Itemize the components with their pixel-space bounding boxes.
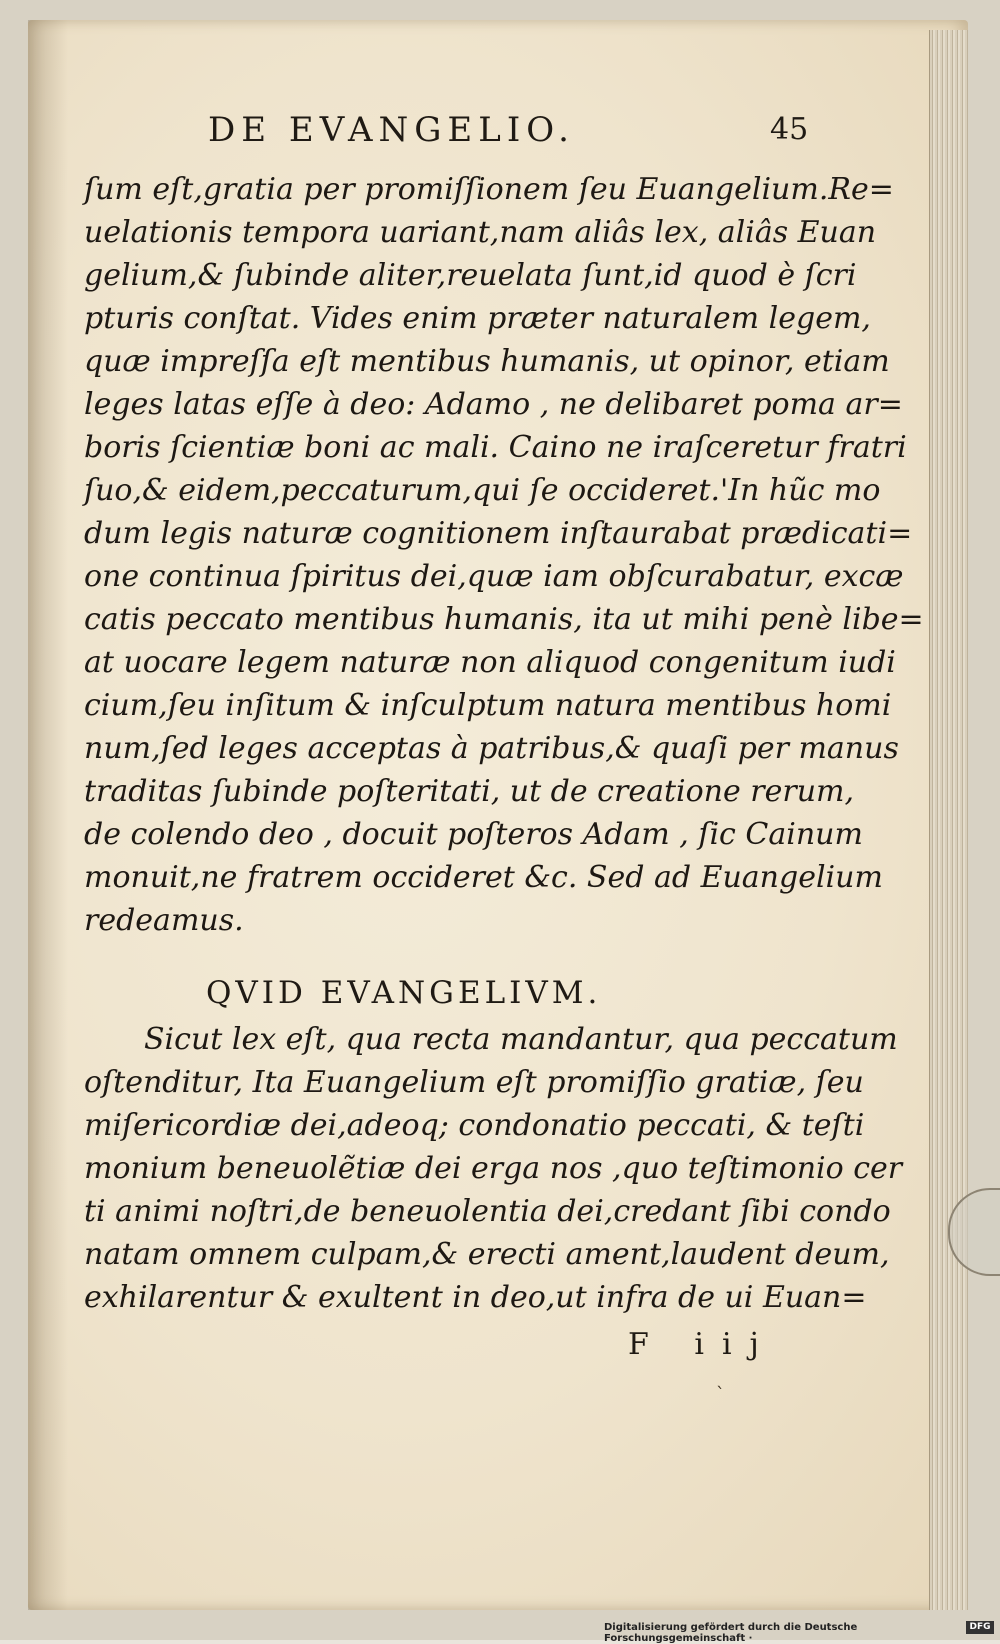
page-edges (929, 30, 968, 1610)
text-line: cium,ſeu inſitum & inſculptum natura mentibus homi (84, 688, 892, 723)
digitization-credit: Digitalisierung gefördert durch die Deutsche Forschungsgemeinschaft · (604, 1622, 858, 1644)
text-line: de colendo deo , docuit poſteros Adam , ſic Cainum (84, 817, 863, 852)
ink-speck: ` (716, 1384, 725, 1405)
paragraph-1 (84, 168, 924, 942)
paragraph-2 (84, 1018, 903, 1319)
text-line: one continua ſpiritus dei,quæ iam obſcurabatur, excæ (84, 559, 904, 594)
text-line: leges latas eſſe à deo: Adamo , ne delibaret poma ar= (84, 387, 903, 422)
dfg-logo: DFG (966, 1621, 994, 1634)
gutter-shadow (28, 20, 68, 1610)
page-number: 45 (770, 112, 809, 147)
text-line: natam omnem culpam,& erecti ament,laudent deum, (84, 1237, 890, 1272)
text-line: exhilarentur & exultent in deo,ut infra de ui Euan= (84, 1280, 867, 1315)
text-line: dum legis naturæ cognitionem inſtaurabat prædicati= (84, 516, 913, 551)
text-line: miſericordiæ dei,adeoq; condonatio peccati, & teſti (84, 1108, 865, 1143)
text-line: at uocare legem naturæ non aliquod congenitum iudi (84, 645, 896, 680)
running-head: DE EVANGELIO. (208, 110, 575, 150)
text-line: uelationis tempora uariant,nam aliâs lex, aliâs Euan (84, 215, 877, 250)
text-line: catis peccato mentibus humanis, ita ut mihi penè libe= (84, 602, 924, 637)
text-line: Sicut lex eſt, qua recta mandantur, qua peccatum (144, 1022, 898, 1057)
text-line: ti animi noſtri,de beneuolentia dei,credant ſibi condo (84, 1194, 891, 1229)
text-line: pturis conſtat. Vides enim præter naturalem legem, (84, 301, 871, 336)
text-line: boris ſcientiæ boni ac mali. Caino ne iraſceretur fratri (84, 430, 907, 465)
text-line: ſum eſt,gratia per promiſſionem ſeu Euangelium.Re= (84, 172, 894, 207)
text-line: quæ impreſſa eſt mentibus humanis, ut opinor, etiam (84, 344, 890, 379)
text-line: monuit,ne fratrem occideret &c. Sed ad Euangelium (84, 860, 883, 895)
section-heading: QVID EVANGELIVM. (206, 975, 602, 1011)
signature-mark: F iij (628, 1327, 777, 1362)
text-line: redeamus. (84, 903, 244, 938)
text-line: traditas ſubinde poſteritati, ut de creatione rerum, (84, 774, 855, 809)
text-line: num,ſed leges acceptas à patribus,& quaſi per manus (84, 731, 899, 766)
text-line: monium beneuolẽtiæ dei erga nos ,quo teſtimonio cer (84, 1151, 903, 1186)
text-line: ſuo,& eidem,peccaturum,qui ſe occideret.'In hũc mo (84, 473, 881, 508)
text-line: gelium,& ſubinde aliter,reuelata ſunt,id quod è ſcri (84, 258, 857, 293)
text-line: oſtenditur, Ita Euangelium eſt promiſſio gratiæ, ſeu (84, 1065, 864, 1100)
